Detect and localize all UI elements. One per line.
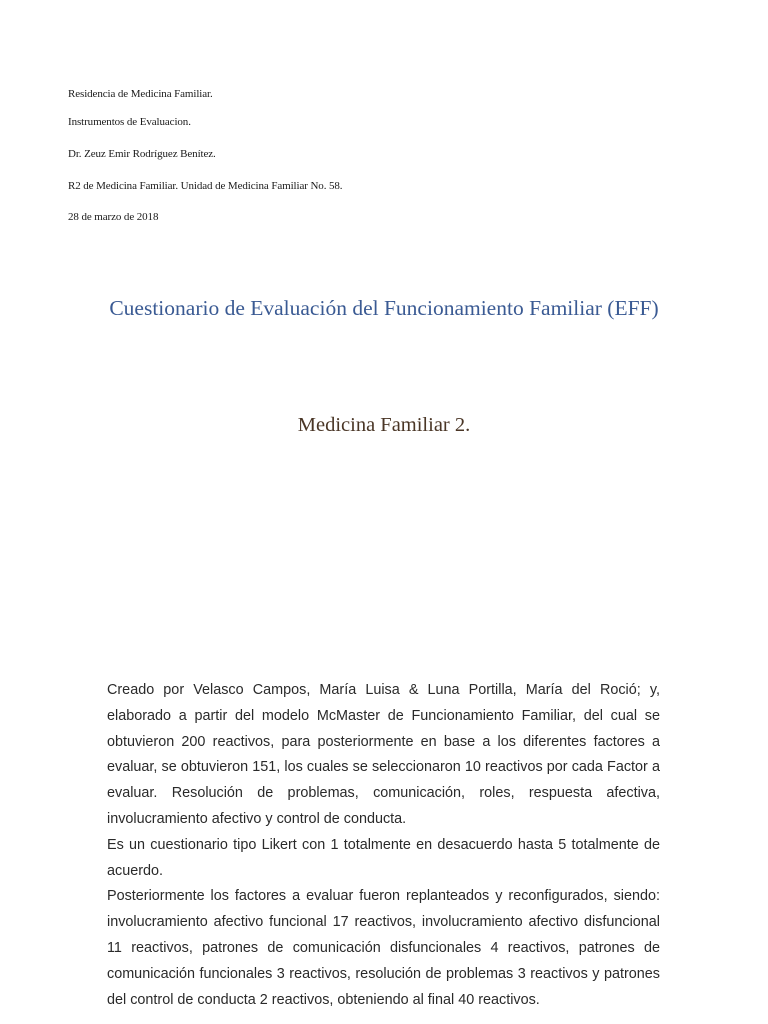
body-paragraph-likert: Es un cuestionario tipo Likert con 1 totalmente en desacuerdo hasta 5 totalmente de acuerdo. <box>107 836 660 879</box>
header-unit: R2 de Medicina Familiar. Unidad de Medicina Familiar No. 58. <box>68 180 343 192</box>
header-author: Dr. Zeuz Emir Rodríguez Benítez. <box>68 148 216 160</box>
body-paragraph-origin: Creado por Velasco Campos, María Luisa & Luna Portilla, María del Roció; y, elaborado a partir del modelo McMaster de Funcionamiento Familiar, del cual se obtuvieron 200 reactivos, para posteriormente en base a los diferentes factores a evaluar, se obtuvieron 151, los cuales se seleccionaron 10 reactivos por cada Factor a evaluar. Resolución de problemas, comunicación, roles, respuesta afectiva, involucramiento afectivo y control de conducta. <box>107 682 660 827</box>
header-residency: Residencia de Medicina Familiar. <box>68 88 213 100</box>
document-subtitle: Medicina Familiar 2. <box>297 414 471 436</box>
header-date: 28 de marzo de 2018 <box>68 211 159 223</box>
document-title: Cuestionario de Evaluación del Funcionamiento Familiar (EFF) <box>109 296 659 320</box>
header-course: Instrumentos de Evaluacion. <box>68 116 191 128</box>
body-paragraph-factors: Posteriormente los factores a evaluar fueron replanteados y reconfigurados, siendo: involucramiento afectivo funcional 17 reactivos, involucramiento afectivo disfuncional 11 reactivos, patrones de comunicación disfuncionales 4 reactivos, patrones de comunicación funcionales 3 reactivos, resolución de problemas 3 reactivos y patrones del control de conducta 2 reactivos, obteniendo al final 40 reactivos. <box>107 888 660 1008</box>
document-body <box>107 678 660 1013</box>
